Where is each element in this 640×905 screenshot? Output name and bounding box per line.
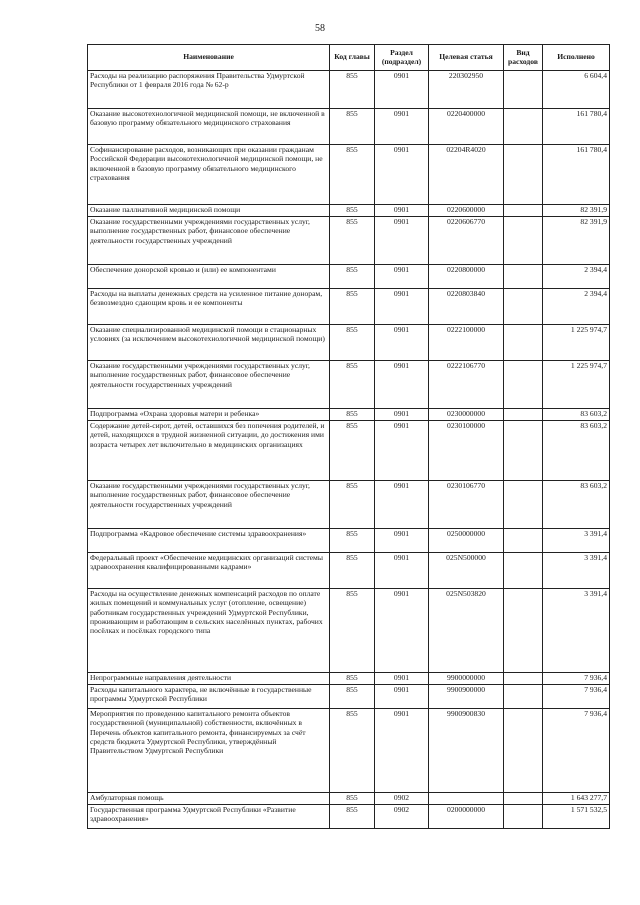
cell-target: 0230000000 [429,409,504,421]
cell-name: Амбулаторная помощь [88,793,330,805]
cell-type [504,409,543,421]
cell-done: 1 643 277,7 [543,793,610,805]
table-row [88,481,610,529]
cell-target: 0200000000 [429,805,504,829]
cell-section: 0901 [375,361,429,409]
table-row [88,109,610,145]
table-row [88,361,610,409]
cell-type [504,217,543,265]
cell-type [504,71,543,109]
cell-code: 855 [330,71,375,109]
table-row [88,265,610,289]
cell-name: Подпрограмма «Охрана здоровья матери и ребенка» [88,409,330,421]
cell-name: Оказание государственными учреждениями государственных услуг, выполнение государственных работ, финансовое обеспечение деятельности государственных учреждений [88,361,330,409]
cell-type [504,529,543,553]
cell-name: Обеспечение донорской кровью и (или) ее компонентами [88,265,330,289]
cell-name: Мероприятия по проведению капитального ремонта объектов государственной (муниципальной) собственности, включённых в Перечень объектов капитального ремонта, финансируемых за счёт средств бюджета Удмуртской Республики, утверждённый Правительством Удмуртской Республики [88,709,330,793]
table-row [88,205,610,217]
cell-name: Софинансирование расходов, возникающих при оказании гражданам Российской Федерации высокотехнологичной медицинской помощи, не включенной в базовую программу обязательного медицинского страхования [88,145,330,205]
cell-target: 0220600000 [429,205,504,217]
cell-code: 855 [330,289,375,325]
cell-section: 0901 [375,325,429,361]
cell-section: 0901 [375,589,429,673]
cell-type [504,805,543,829]
cell-done: 83 603,2 [543,421,610,481]
cell-code: 855 [330,361,375,409]
cell-type [504,481,543,529]
cell-name: Оказание паллиативной медицинской помощи [88,205,330,217]
header-code: Код главы [330,45,375,71]
cell-code: 855 [330,325,375,361]
cell-target: 9900900000 [429,685,504,709]
cell-name: Непрограммные направления деятельности [88,673,330,685]
cell-name: Государственная программа Удмуртской Республики «Развитие здравоохранения» [88,805,330,829]
cell-name: Расходы капитального характера, не включённые в государственные программы Удмуртской Республики [88,685,330,709]
cell-code: 855 [330,265,375,289]
header-name: Наименование [88,45,330,71]
cell-done: 83 603,2 [543,481,610,529]
cell-done: 1 225 974,7 [543,361,610,409]
cell-code: 855 [330,553,375,589]
cell-done: 7 936,4 [543,709,610,793]
cell-name: Оказание государственными учреждениями государственных услуг, выполнение государственных работ, финансовое обеспечение деятельности государственных учреждений [88,481,330,529]
table-row [88,529,610,553]
cell-type [504,325,543,361]
cell-done: 161 780,4 [543,109,610,145]
cell-name: Расходы на выплаты денежных средств на усиленное питание донорам, безвозмездно сдающим кровь и ее компоненты [88,289,330,325]
cell-done: 82 391,9 [543,205,610,217]
cell-type [504,361,543,409]
cell-done: 3 391,4 [543,553,610,589]
header-type: Вид расходов [504,45,543,71]
cell-code: 855 [330,421,375,481]
cell-section: 0901 [375,145,429,205]
cell-done: 1 571 532,5 [543,805,610,829]
cell-done: 1 225 974,7 [543,325,610,361]
cell-done: 82 391,9 [543,217,610,265]
cell-section: 0902 [375,793,429,805]
cell-target [429,793,504,805]
table-row [88,409,610,421]
cell-done: 7 936,4 [543,685,610,709]
budget-table [87,44,610,829]
cell-code: 855 [330,793,375,805]
cell-done: 7 936,4 [543,673,610,685]
page-number: 58 [315,23,325,34]
table-row [88,325,610,361]
table-row [88,589,610,673]
cell-type [504,265,543,289]
cell-type [504,421,543,481]
cell-section: 0901 [375,109,429,145]
table-row [88,421,610,481]
table-row [88,217,610,265]
cell-name: Расходы на реализацию распоряжения Правительства Удмуртской Республики от 1 февраля 2016 года № 62-р [88,71,330,109]
table-row [88,71,610,109]
cell-done: 161 780,4 [543,145,610,205]
cell-code: 855 [330,217,375,265]
cell-done: 6 604,4 [543,71,610,109]
cell-type [504,589,543,673]
cell-target: 0230106770 [429,481,504,529]
cell-target: 9900000000 [429,673,504,685]
cell-name: Содержание детей-сирот, детей, оставшихся без попечения родителей, и детей, находящихся в трудной жизненной ситуации, до достижения ими возраста четырех лет включительно в медицинских организациях [88,421,330,481]
cell-code: 855 [330,481,375,529]
cell-name: Федеральный проект «Обеспечение медицинских организаций системы здравоохранения квалифицированными кадрами» [88,553,330,589]
header-row [88,45,610,71]
cell-target: 0222100000 [429,325,504,361]
cell-target: 9900900830 [429,709,504,793]
cell-section: 0901 [375,529,429,553]
cell-section: 0901 [375,217,429,265]
cell-target: 0220606770 [429,217,504,265]
cell-target: 02204R4020 [429,145,504,205]
cell-type [504,145,543,205]
cell-code: 855 [330,529,375,553]
cell-code: 855 [330,589,375,673]
cell-done: 3 391,4 [543,529,610,553]
cell-code: 855 [330,109,375,145]
cell-done: 83 603,2 [543,409,610,421]
cell-name: Расходы на осуществление денежных компенсаций расходов по оплате жилых помещений и коммунальных услуг (отопление, освещение) работникам государственных учреждений Удмуртской Республики, проживающим и работающим в сельских населённых пунктах, рабочих посёлках и посёлках городского типа [88,589,330,673]
cell-section: 0901 [375,685,429,709]
cell-code: 855 [330,673,375,685]
cell-done: 3 391,4 [543,589,610,673]
table-row [88,289,610,325]
cell-section: 0901 [375,409,429,421]
cell-code: 855 [330,805,375,829]
cell-section: 0901 [375,709,429,793]
cell-type [504,685,543,709]
cell-section: 0901 [375,265,429,289]
cell-name: Подпрограмма «Кадровое обеспечение системы здравоохранения» [88,529,330,553]
table-row [88,145,610,205]
header-section: Раздел (подраздел) [375,45,429,71]
cell-type [504,553,543,589]
cell-target: 025N500000 [429,553,504,589]
cell-section: 0901 [375,481,429,529]
cell-target: 0220400000 [429,109,504,145]
cell-section: 0901 [375,289,429,325]
cell-done: 2 394,4 [543,289,610,325]
table-row [88,685,610,709]
cell-target: 220302950 [429,71,504,109]
cell-type [504,205,543,217]
cell-section: 0901 [375,71,429,109]
cell-name: Оказание специализированной медицинской помощи в стационарных условиях (за исключением высокотехнологичной медицинской помощи) [88,325,330,361]
cell-code: 855 [330,685,375,709]
table-row [88,709,610,793]
cell-code: 855 [330,145,375,205]
table-row [88,553,610,589]
cell-type [504,109,543,145]
table-row [88,805,610,829]
cell-target: 0220800000 [429,265,504,289]
cell-name: Оказание высокотехнологичной медицинской помощи, не включенной в базовую программу обязательного медицинского страхования [88,109,330,145]
cell-type [504,709,543,793]
table-row [88,793,610,805]
cell-done: 2 394,4 [543,265,610,289]
cell-section: 0901 [375,421,429,481]
cell-target: 025N503820 [429,589,504,673]
cell-code: 855 [330,205,375,217]
cell-type [504,289,543,325]
cell-code: 855 [330,709,375,793]
cell-name: Оказание государственными учреждениями государственных услуг, выполнение государственных работ, финансовое обеспечение деятельности государственных учреждений [88,217,330,265]
header-target: Целевая статья [429,45,504,71]
cell-section: 0902 [375,805,429,829]
cell-target: 0250000000 [429,529,504,553]
cell-section: 0901 [375,205,429,217]
cell-section: 0901 [375,673,429,685]
cell-type [504,793,543,805]
cell-type [504,673,543,685]
cell-code: 855 [330,409,375,421]
header-done: Исполнено [543,45,610,71]
table-row [88,673,610,685]
cell-section: 0901 [375,553,429,589]
cell-target: 0222106770 [429,361,504,409]
cell-target: 0230100000 [429,421,504,481]
cell-target: 0220803840 [429,289,504,325]
